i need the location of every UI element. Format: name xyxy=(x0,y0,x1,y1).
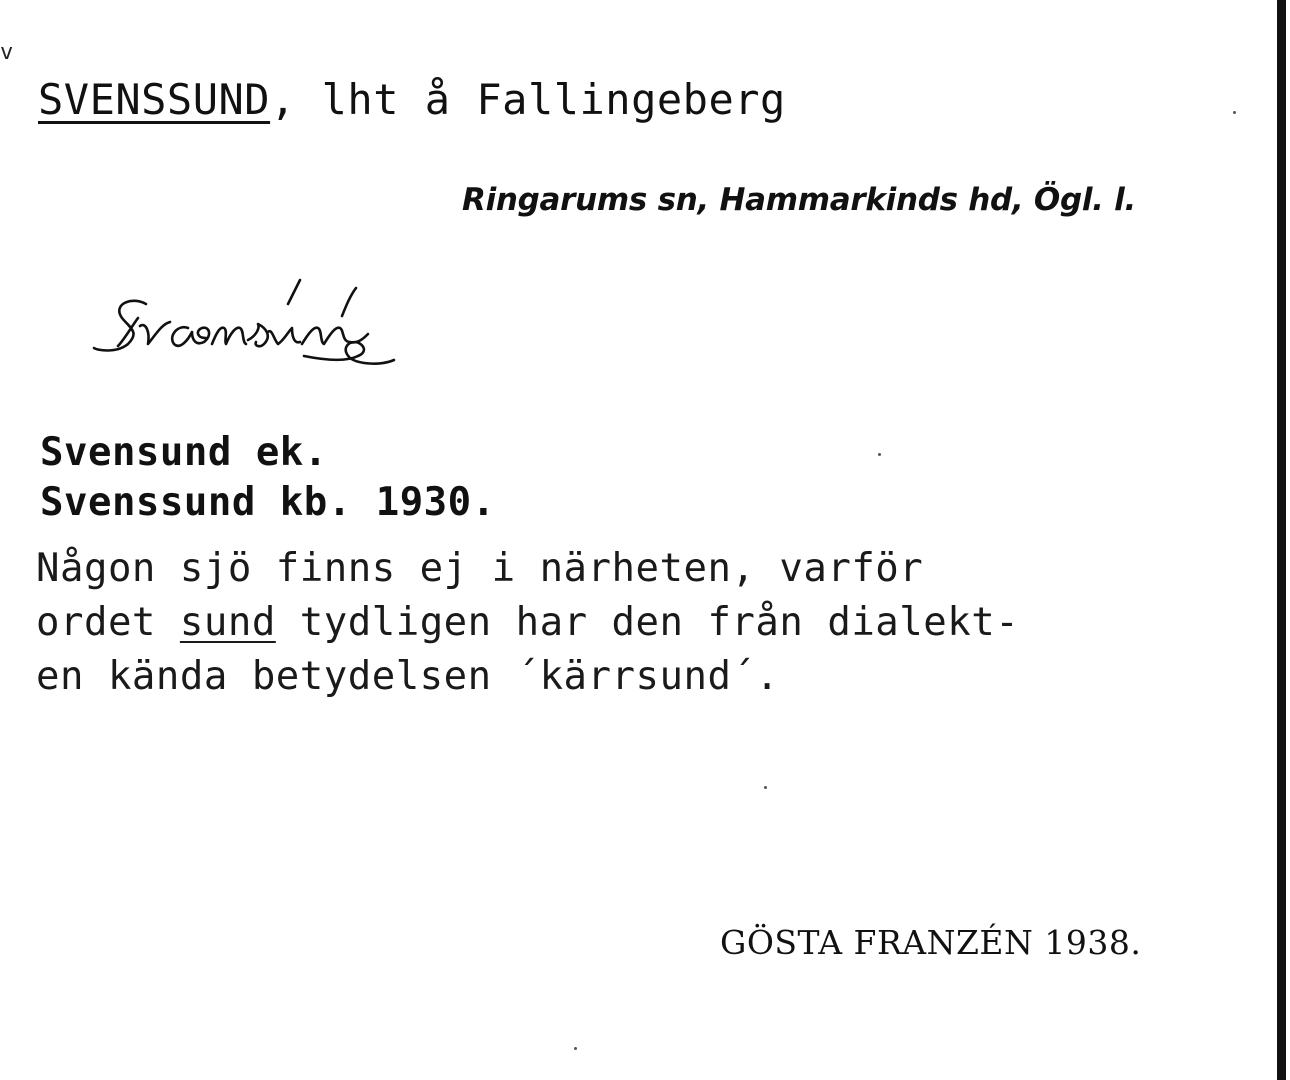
card-right-border xyxy=(1277,0,1286,1080)
speck xyxy=(764,786,767,789)
location-line: Ringarums sn, Hammarkinds hd, Ögl. l. xyxy=(462,182,1136,218)
corner-mark: v xyxy=(0,40,14,65)
headword-line xyxy=(38,70,786,130)
speck xyxy=(574,1047,577,1050)
speck xyxy=(1233,111,1236,114)
note-line-2-start: ordet xyxy=(36,600,180,645)
note-line-2-end: tydligen har den från dialekt- xyxy=(275,600,1020,645)
note-line-2 xyxy=(36,596,1019,650)
handwritten-pronunciation xyxy=(88,270,448,390)
headword-qualifier: , lht å Fallingeberg xyxy=(270,75,786,124)
form-kb: Svenssund kb. 1930. xyxy=(40,480,496,525)
speck xyxy=(878,453,881,456)
form-ek: Svensund ek. xyxy=(40,430,328,475)
headword: SVENSSUND xyxy=(38,75,271,124)
note-line-3: en kända betydelsen ´kärrsund´. xyxy=(36,654,780,699)
note-underlined-word: sund xyxy=(179,600,276,645)
explanatory-note xyxy=(36,542,1019,704)
note-line-1: Någon sjö finns ej i närheten, varför xyxy=(36,546,924,591)
signature: GÖSTA FRANZÉN 1938. xyxy=(720,923,1142,962)
attested-forms xyxy=(40,428,496,528)
